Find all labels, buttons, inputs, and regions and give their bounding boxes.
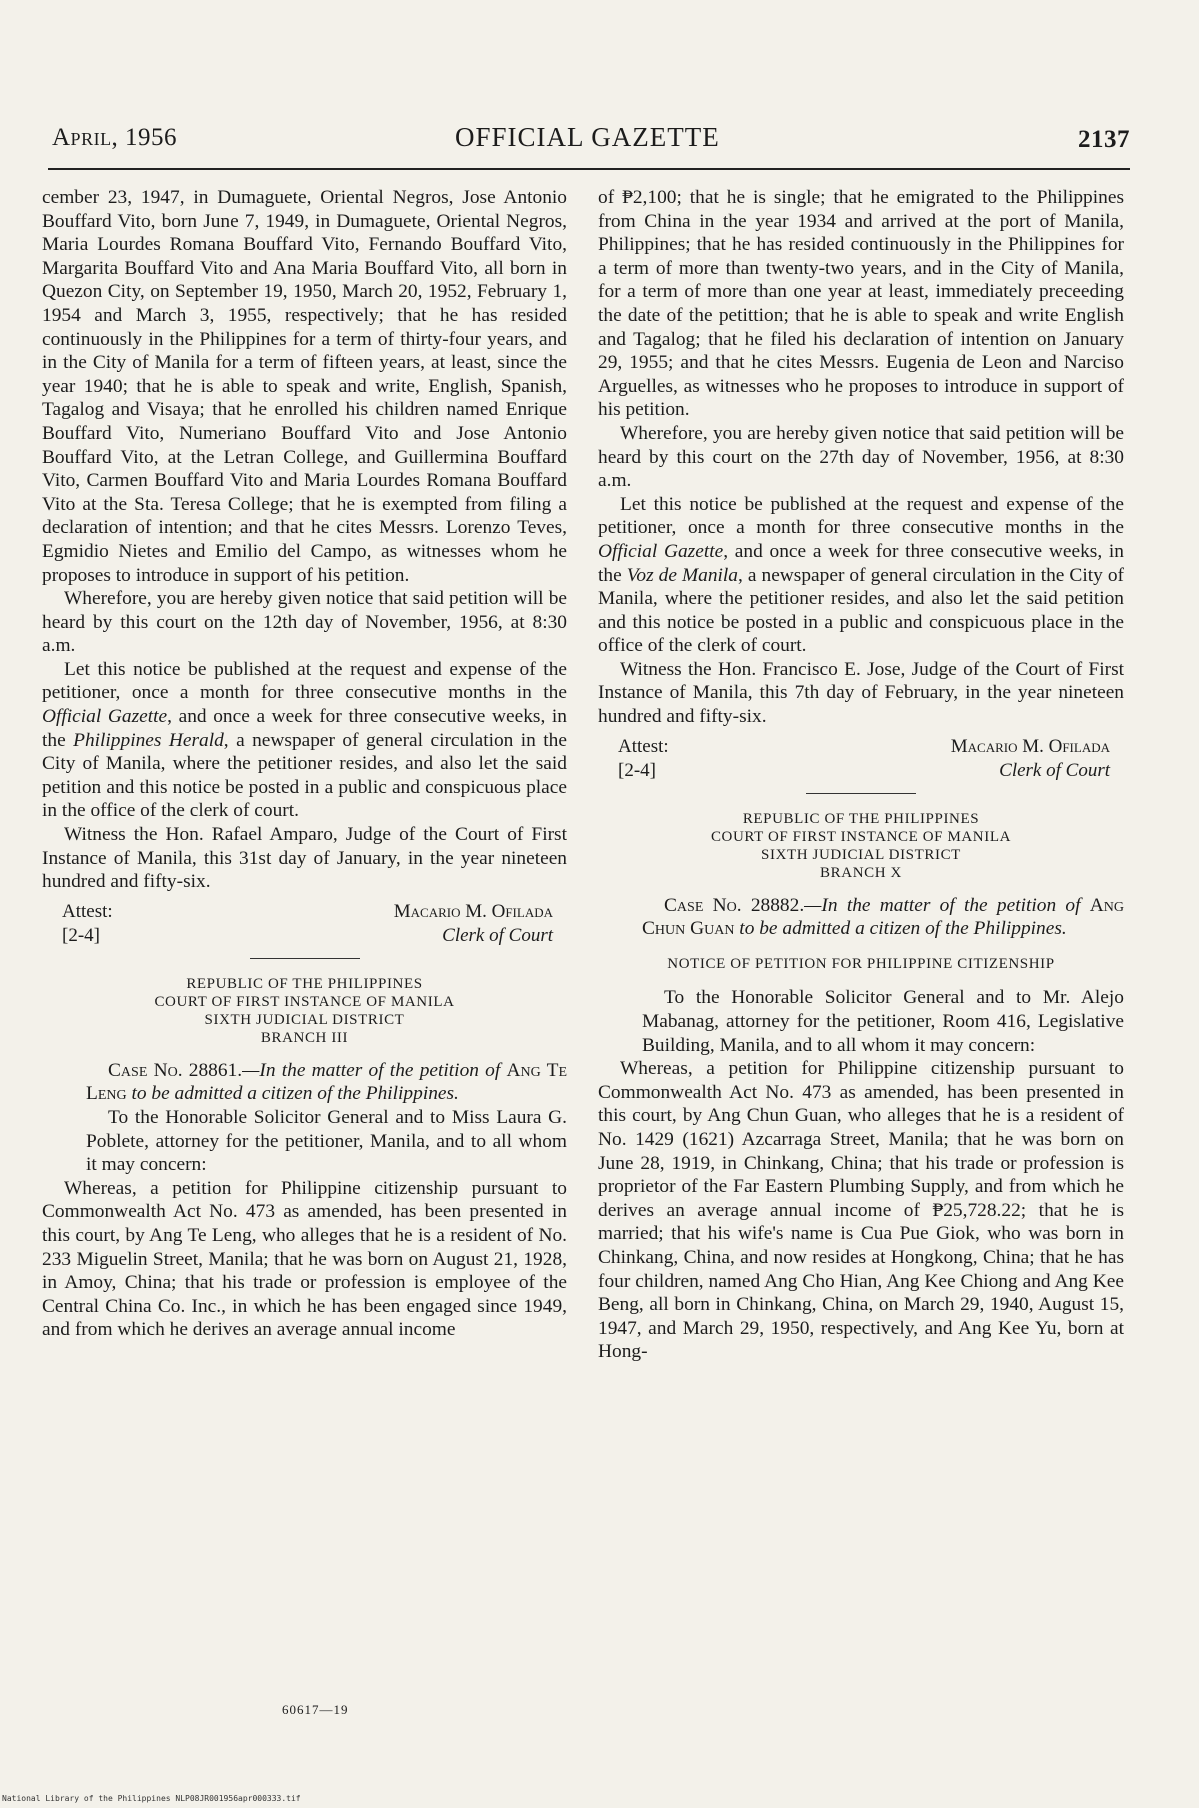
right-court-line-4: BRANCH X <box>820 864 902 881</box>
left-court-line-2: COURT OF FIRST INSTANCE OF MANILA <box>154 993 455 1010</box>
left-p3-gazette: Official Gazette <box>42 706 168 728</box>
right-clerk-name: Macario M. Ofilada <box>950 735 1110 757</box>
right-p3-text-a: Let this notice be published at the request and expense of the petitioner, once a month for three consecutive months in the <box>598 493 1124 539</box>
left-p3-text-c: , and once a week for three consecutive weeks, in the <box>42 706 568 751</box>
left-attest-block <box>42 900 567 948</box>
print-job-number: 60617—19 <box>282 1702 349 1717</box>
left-p3-newspaper: Philippines Herald <box>73 729 224 751</box>
right-case-title <box>598 894 1124 941</box>
right-notice-heading: NOTICE OF PETITION FOR PHILIPPINE CITIZENSHIP <box>667 955 1055 972</box>
right-case-petitioner: Ang Chun Guan <box>642 894 1124 940</box>
left-court-line-1: REPUBLIC OF THE PHILIPPINES <box>186 975 423 992</box>
left-case-petitioner: Ang Te Leng <box>86 1059 567 1105</box>
right-case-number: Case No. 28882. <box>664 894 805 916</box>
left-section-rule <box>250 958 360 959</box>
right-p3-text-e: , a newspaper of general circulation in the City of Manila, where the petitioner resides, and also let the said petition and this notice be posted in a public and conspicuous place in the office of the clerk of court. <box>598 564 1124 657</box>
left-court-line-4: BRANCH III <box>260 1029 349 1046</box>
left-court-line-3: SIXTH JUDICIAL DISTRICT <box>204 1011 405 1028</box>
right-court-line-3: SIXTH JUDICIAL DISTRICT <box>761 846 961 863</box>
left-paragraph-4: Witness the Hon. Rafael Amparo, Judge of the Court of First Instance of Manila, this 31st day of January, in the year nineteen hundred and fifty-six. <box>42 824 567 893</box>
right-paragraph-5: Whereas, a petition for Philippine citizenship pursuant to Commonwealth Act No. 473 as amended, has been presented in this court, by Ang Chun Guan, who alleges that he is a resident of No. 1429 (1621) Azcarraga Street, Manila; that he was born on June 28, 1919, in Chinkang, China; that his trade or profession is proprietor of the Far Eastern Plumbing Supply, and from which he derives an average annual income of ₱25,728.22; that he is married; that his wife's name is Cua Pue Giok, who was born in Chinkang, China, and now resides at Hongkong, China; that he has four children, named Ang Cho Hian, Ang Kee Chiong and Ang Kee Beng, all born in Chinkang, China, on March 29, 1940, August 15, 1947, and March 29, 1950, respectively, and Ang Kee Yu, born at Hong- <box>598 1058 1124 1363</box>
left-court-heading <box>42 975 567 1047</box>
right-p3-gazette: Official Gazette <box>598 540 724 562</box>
left-paragraph-3 <box>42 658 567 823</box>
right-paragraph-4: Witness the Hon. Francisco E. Jose, Judge of the Court of First Instance of Manila, this 7th day of February, in the year nineteen hundred and fifty-six. <box>598 658 1124 728</box>
left-case-number: Case No. 28861. <box>108 1059 243 1081</box>
page-header <box>50 118 1130 158</box>
left-attest-label: Attest: <box>62 900 113 922</box>
left-p3-text-a: Let this notice be published at the request and expense of the petitioner, once a month for three consecutive months in the <box>42 658 567 704</box>
left-attest-ref: [2-4] <box>62 924 100 946</box>
left-addressee: To the Honorable Solicitor General and to Miss Laura G. Poblete, attorney for the petitioner, Manila, and to all whom it may concern: <box>86 1107 567 1176</box>
right-paragraph-2: Wherefore, you are hereby given notice that said petition will be heard by this court on the 27th day of November, 1956, at 8:30 a.m. <box>598 422 1124 492</box>
right-paragraph-1: of ₱2,100; that he is single; that he emigrated to the Philippines from China in the year 1934 and arrived at the port of Manila, Philippines; that he has resided continuously in the Philippines for a term of more than twenty-two years, and in the City of Manila, for a term of more than one year at least, immediately preceeding the date of the petittion; that he is able to speak and write English and Tagalog; that he filed his declaration of intention on January 29, 1955; and that he cites Messrs. Eugenia de Leon and Narciso Arguelles, as witnesses who he proposes to introduce in support of his petition. <box>598 187 1124 421</box>
left-column <box>42 186 567 1342</box>
right-section-rule <box>806 793 916 794</box>
right-case-text-a: —In the matter of the petition of <box>804 894 1090 916</box>
left-p3-text-e: , a newspaper of general circulation in the City of Manila, where the petitioner resides, and also let the said petition and this notice be posted in a public and conspicuous place in the office of the clerk of court. <box>42 729 567 822</box>
right-case-text-b: to be admitted a citizen of the Philippines. <box>734 918 1067 940</box>
library-source-line: National Library of the Philippines NLP08JR001956apr000333.tif <box>2 1794 301 1803</box>
header-rule <box>48 168 1130 170</box>
header-date: April, 1956 <box>52 124 178 151</box>
right-court-line-1: REPUBLIC OF THE PHILIPPINES <box>742 810 980 827</box>
right-column <box>598 186 1124 1364</box>
right-attest-block <box>598 735 1124 783</box>
right-court-heading <box>598 810 1124 882</box>
right-p3-text-c: , and once a week for three consecutive weeks, in the <box>598 540 1124 586</box>
right-clerk-title: Clerk of Court <box>999 759 1110 781</box>
left-clerk-name: Macario M. Ofilada <box>393 900 553 922</box>
right-court-line-2: COURT OF FIRST INSTANCE OF MANILA <box>710 828 1012 845</box>
header-title: OFFICIAL GAZETTE <box>455 122 720 152</box>
right-attest-ref: [2-4] <box>618 759 656 781</box>
right-p3-newspaper: Voz de Manila <box>626 564 739 586</box>
left-case-text-b: to be admitted a citizen of the Philippines. <box>126 1083 459 1105</box>
left-clerk-title: Clerk of Court <box>442 924 553 946</box>
left-paragraph-5: Whereas, a petition for Philippine citizenship pursuant to Commonwealth Act No. 473 as amended, has been presented in this court, by Ang Te Leng, who alleges that he is a resident of No. 233 Miguelin Street, Manila; that he was born on August 21, 1928, in Amoy, China; that his trade or profession is employee of the Central China Co. Inc., in which he has been engaged since 1949, and from which he derives an average annual income <box>42 1177 567 1341</box>
left-paragraph-2: Wherefore, you are hereby given notice that said petition will be heard by this court on the 12th day of November, 1956, at 8:30 a.m. <box>42 588 567 657</box>
left-paragraph-1: cember 23, 1947, in Dumaguete, Oriental Negros, Jose Antonio Bouffard Vito, born June 7, 1949, in Dumaguete, Oriental Negros, Maria Lourdes Romana Bouffard Vito, Fernando Bouffard Vito, Margarita Bouffard Vito and Ana Maria Bouffard Vito, all born in Quezon City, on September 19, 1950, March 20, 1952, February 1, 1954 and March 3, 1955, respectively; that he has resided continuously in the Philippines for a term of thirty-four years, and in the City of Manila for a term of fifteen years, at least, since the year 1940; that he is able to speak and write, English, Spanish, Tagalog and Visaya; that he enrolled his children named Enrique Bouffard Vito, Numeriano Bouffard Vito and Jose Antonio Bouffard Vito, at the Letran College, and Guillermina Bouffard Vito, Carmen Bouffard Vito and Maria Lourdes Romana Bouffard Vito at the Sta. Teresa College; that he is exempted from filing a declaration of intention; and that he cites Messrs. Lorenzo Teves, Egmidio Nietes and Emilio del Campo, as witnesses whom he proposes to introduce in support of his petition. <box>42 187 567 586</box>
header-page-number: 2137 <box>1078 126 1130 153</box>
right-paragraph-3 <box>598 493 1124 658</box>
left-case-title <box>42 1059 567 1106</box>
right-addressee: To the Honorable Solicitor General and to Mr. Alejo Mabanag, attorney for the petitioner, Room 416, Legislative Building, Manila, and to all whom it may concern: <box>642 987 1124 1056</box>
left-case-text-a: —In the matter of the petition of <box>242 1059 507 1081</box>
right-attest-label: Attest: <box>618 735 669 757</box>
